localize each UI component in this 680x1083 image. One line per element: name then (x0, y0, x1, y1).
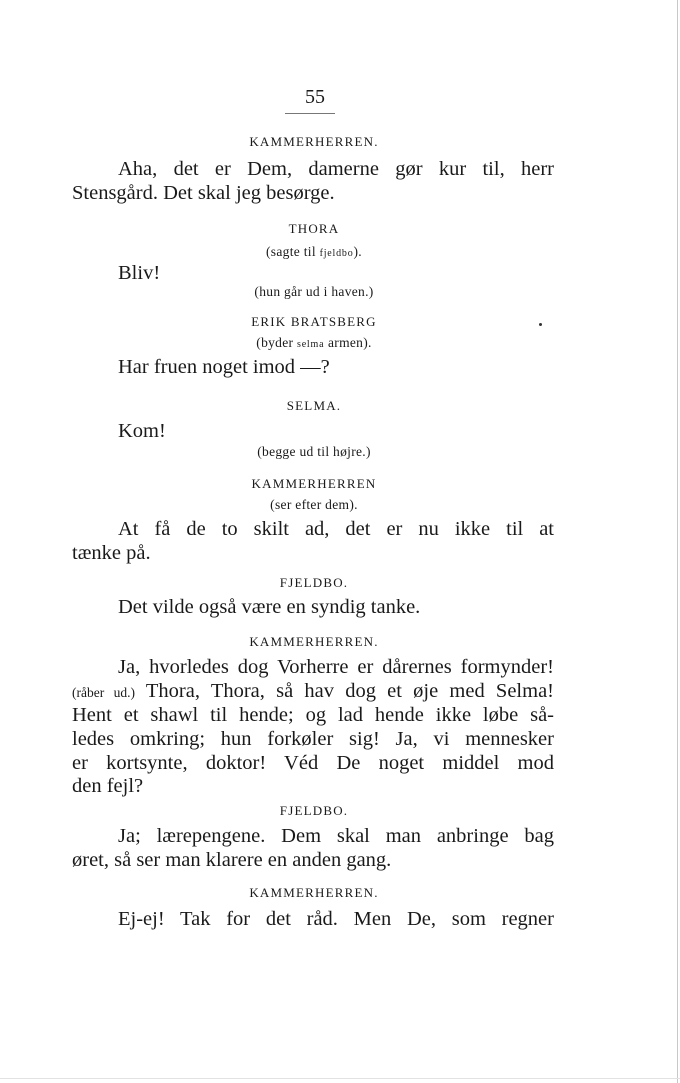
dialogue-line: Det vilde også være en syndig tanke. (118, 596, 421, 618)
dialogue-line: Hent et shawl til hende; og lad hende ikke løbe så- (72, 704, 554, 726)
stage-direction: (ser efter dem). (270, 497, 358, 512)
stage-direction: (byder selma armen). (256, 335, 372, 350)
inline-stage-direction: (råber ud.) (72, 685, 136, 700)
page-number: 55 (305, 86, 325, 108)
dialogue-line: Har fruen noget imod —? (118, 356, 330, 378)
stage-direction: (begge ud til højre.) (257, 444, 371, 459)
speaker-kammerherren-2: KAMMERHERREN (251, 476, 377, 491)
dialogue-line: er kortsynte, doktor! Véd De noget middel mod (72, 752, 554, 774)
dialogue-line: ledes omkring; hun forkøler sig! Ja, vi mennesker (72, 728, 554, 750)
page-edge-bottom (0, 1078, 680, 1079)
dialogue-line: tænke på. (72, 542, 151, 564)
dialogue-line: Stensgård. Det skal jeg besørge. (72, 182, 335, 204)
speaker-kammerherren-4: KAMMERHERREN. (249, 885, 379, 900)
dialogue-line: øret, så ser man klarere en anden gang. (72, 849, 392, 871)
speaker-fjeldbo-2: FJELDBO. (279, 803, 349, 818)
dialogue-line: Ej-ej! Tak for det råd. Men De, som regner (118, 908, 554, 930)
dialogue-line: Kom! (118, 420, 166, 442)
page-number-rule (285, 113, 335, 114)
stage-direction: (hun går ud i haven.) (254, 284, 374, 299)
stage-direction: (sagte til fjeldbo). (266, 244, 362, 259)
speaker-kammerherren-1: KAMMERHERREN. (249, 134, 379, 149)
speaker-erik-bratsberg: ERIK BRATSBERG (251, 314, 377, 329)
speaker-selma: SELMA. (286, 398, 342, 413)
dialogue-line: At få de to skilt ad, det er nu ikke til at (118, 518, 554, 540)
speaker-fjeldbo-1: FJELDBO. (279, 575, 349, 590)
dialogue-line: (råber ud.) Thora, Thora, så hav dog et øje med Selma! (72, 680, 554, 702)
speaker-thora: THORA (288, 221, 340, 236)
dialogue-line: Aha, det er Dem, damerne gør kur til, herr (118, 158, 554, 180)
dialogue-line: Ja; lærepengene. Dem skal man anbringe bag (118, 825, 554, 847)
dialogue-line: Bliv! (118, 262, 161, 284)
speaker-kammerherren-3: KAMMERHERREN. (249, 634, 379, 649)
print-speck (539, 323, 542, 326)
page-edge-right (677, 0, 678, 1083)
dialogue-line: Ja, hvorledes dog Vorherre er dårernes formynder! (118, 656, 554, 678)
dialogue-line: den fejl? (72, 775, 144, 797)
